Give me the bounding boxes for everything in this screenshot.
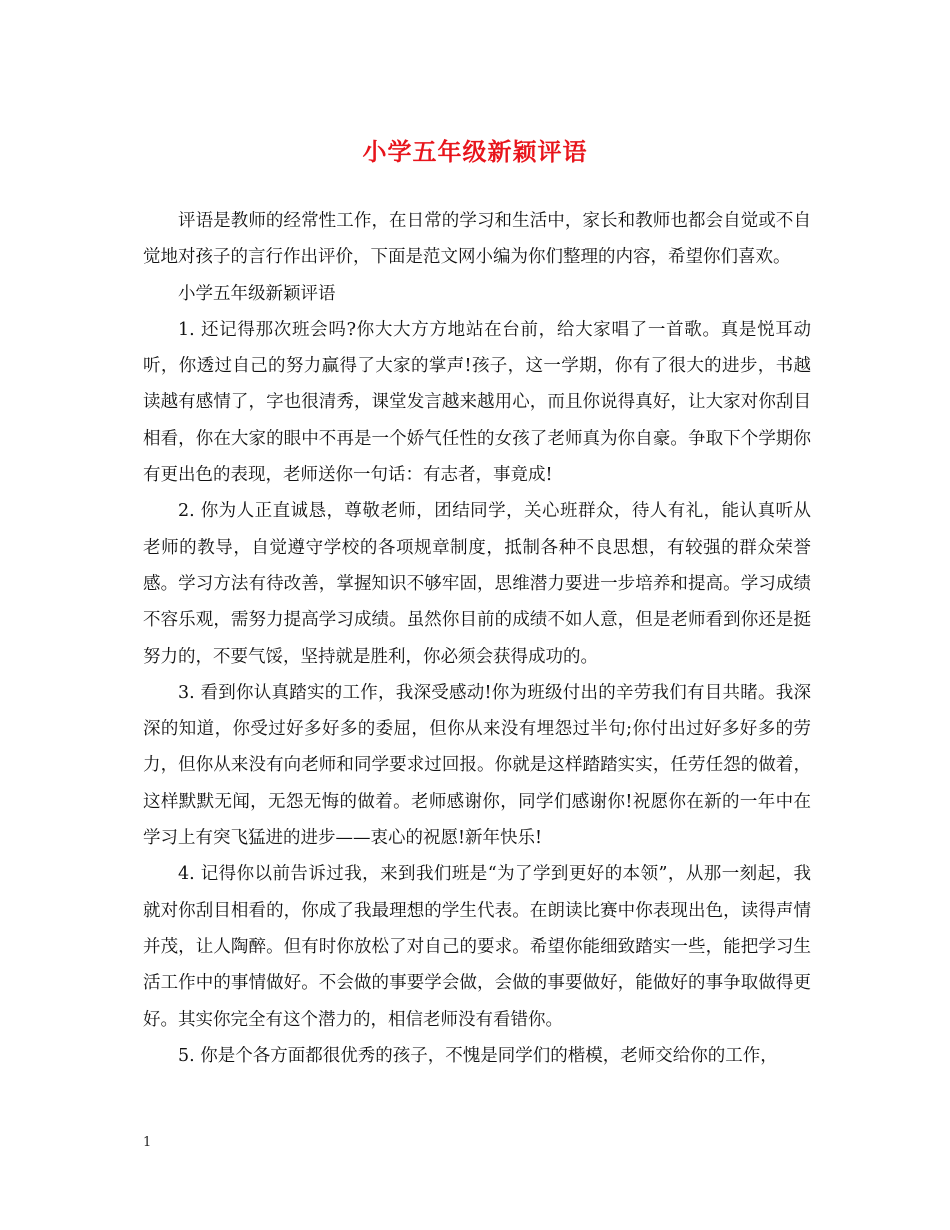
comment-paragraph-3: 3. 看到你认真踏实的工作，我深受感动!你为班级付出的辛劳我们有目共睹。我深深的知道，你受过好多好多的委屈，但你从来没有埋怨过半句;你付出过好多好多的劳力，但你从来没有向老师和同学要求过回报。你就是这样踏踏实实，任劳任怨的做着，这样默默无闻，无怨无悔的做着。老师感谢你，同学们感谢你!祝愿你在新的一年中在学习上有突飞猛进的进步——衷心的祝愿!新年快乐! xyxy=(143,682,811,849)
intro-paragraph: 评语是教师的经常性工作，在日常的学习和生活中，家长和教师也都会自觉或不自觉地对孩子的言行作出评价，下面是范文网小编为你们整理的内容，希望你们喜欢。 xyxy=(143,211,811,268)
document-title: 小学五年级新颖评语 xyxy=(362,137,588,166)
comment-paragraph-1: 1. 还记得那次班会吗?你大大方方地站在台前，给大家唱了一首歌。真是悦耳动听，你透过自己的努力赢得了大家的掌声!孩子，这一学期，你有了很大的进步，书越读越有感情了，字也很清秀，课堂发言越来越用心，而且你说得真好，让大家对你刮目相看，你在大家的眼中不再是一个娇气任性的女孩了老师真为你自豪。争取下个学期你有更出色的表现，老师送你一句话：有志者，事竟成! xyxy=(143,319,811,486)
section-heading: 小学五年级新颖评语 xyxy=(178,283,336,304)
comment-paragraph-2: 2. 你为人正直诚恳，尊敬老师，团结同学，关心班群众，待人有礼，能认真听从老师的教导，自觉遵守学校的各项规章制度，抵制各种不良思想，有较强的群众荣誉感。学习方法有待改善，掌握知识不够牢固，思维潜力要进一步培养和提高。学习成绩不容乐观，需努力提高学习成绩。虽然你目前的成绩不如人意，但是老师看到你还是挺努力的，不要气馁，坚持就是胜利，你必须会获得成功的。 xyxy=(143,501,811,667)
page-number: 1 xyxy=(143,1135,152,1150)
document-body xyxy=(143,203,811,1074)
comment-paragraph-5: 5. 你是个各方面都很优秀的孩子，不愧是同学们的楷模，老师交给你的工作， xyxy=(178,1045,778,1066)
comment-paragraph-4: 4. 记得你以前告诉过我，来到我们班是“为了学到更好的本领”，从那一刻起，我就对你刮目相看的，你成了我最理想的学生代表。在朗读比赛中你表现出色，读得声情并茂，让人陶醉。但有时你放松了对自己的要求。希望你能细致踏实一些，能把学习生活工作中的事情做好。不会做的事要学会做，会做的事要做好，能做好的事争取做得更好。其实你完全有这个潜力的，相信老师没有看错你。 xyxy=(143,864,811,1030)
